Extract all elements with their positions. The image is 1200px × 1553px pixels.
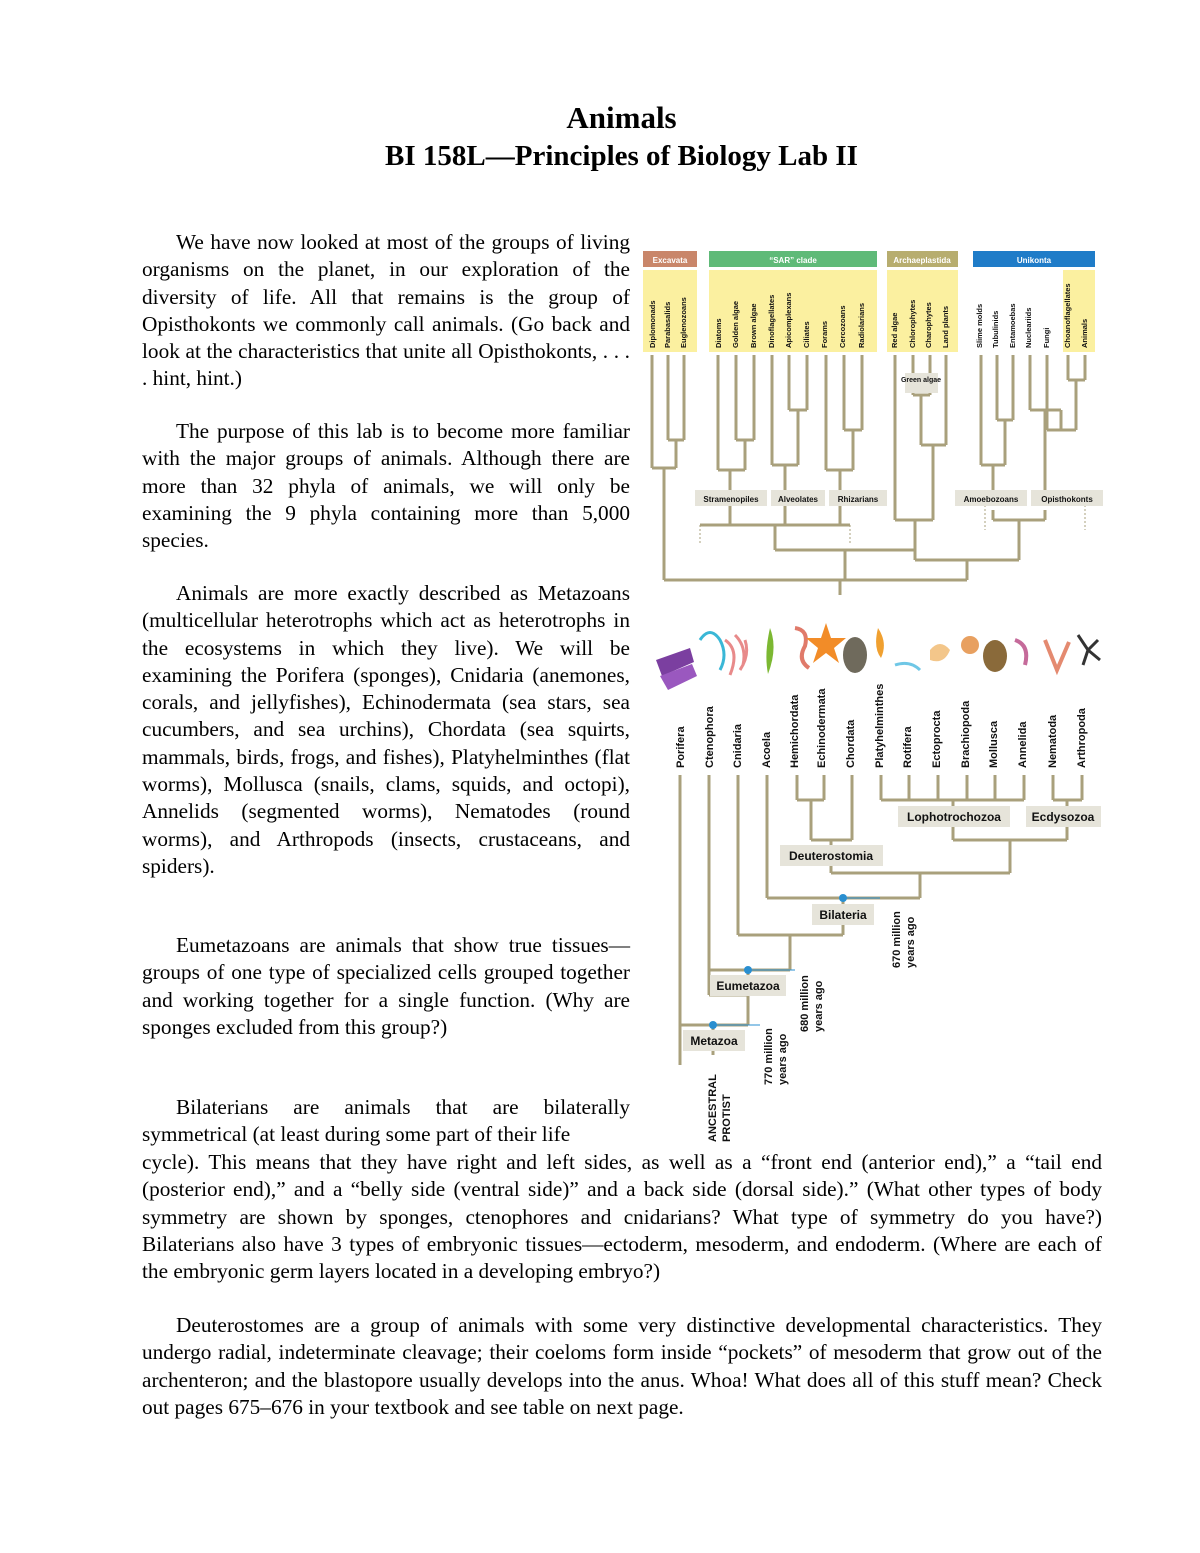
paragraph-purpose: The purpose of this lab is to become more familiar with the major groups of animals. Although there are more than 32 phyla of animals, we will only be examining the 9 phyla containing more than 5,000 species.	[142, 419, 630, 553]
phylum-label: Platyhelminthes	[874, 683, 886, 768]
taxon-label: Brown algae	[749, 303, 758, 348]
taxon-label: Diatoms	[714, 318, 723, 348]
taxon-label: Golden algae	[731, 300, 740, 348]
phylum-label: Hemichordata	[789, 694, 801, 768]
phylum-label: Annelida	[1017, 721, 1029, 768]
taxon-label: Tubulinids	[991, 310, 1000, 348]
animal-branches	[680, 775, 1082, 1065]
time-680-line2: years ago	[813, 980, 825, 1032]
jellyfish-icon	[725, 635, 747, 675]
taxon-label: Slime molds	[975, 303, 984, 348]
time-670-line1: 670 million	[891, 911, 903, 968]
animal-illustrations	[656, 623, 1100, 690]
annelid-icon	[1015, 640, 1026, 665]
time-670-line2: years ago	[905, 916, 917, 968]
taxon-label: Chlorophytes	[908, 299, 917, 348]
taxon-label: Fungi	[1042, 327, 1051, 348]
bilateria-label: Bilateria	[819, 908, 867, 922]
taxon-label: Choanoflagellates	[1063, 283, 1072, 348]
amoebozoans-label: Amoebozoans	[963, 495, 1019, 504]
taxon-label: Radiolarians	[857, 302, 866, 348]
sea-star-icon	[806, 623, 846, 663]
lancelet-icon	[843, 637, 867, 673]
phylum-label: Acoela	[761, 731, 773, 768]
taxon-label: Forams	[820, 320, 829, 348]
time-770-line2: years ago	[777, 1033, 789, 1085]
paragraph-bilaterians-cont: cycle). This means that they have right and left sides, as well as a “front end (anterior end),” a “tail end (posterior end),” and a “belly side (ventral side)” and a back side (dorsal side).” (What other types of body symmetry are shown by sponges, ctenophores and cnidarians? What type of symmetry do you have?) Bilaterians also have 3 types of embryonic tissues—ectoderm, mesoderm, and endoderm. (Where are each of the embryonic germ layers located in a developing embryo?)	[142, 1150, 1102, 1284]
phylum-label: Cnidaria	[732, 723, 744, 768]
taxon-label: Parabasalids	[663, 301, 672, 348]
comb-jelly-icon	[700, 633, 724, 671]
acorn-worm-icon	[795, 628, 809, 668]
page-title: Animals	[566, 100, 677, 135]
animal-tree	[675, 684, 1101, 1142]
phylum-label: Ectoprocta	[931, 710, 943, 768]
nematode-icon	[1045, 640, 1069, 670]
metazoa-label: Metazoa	[690, 1034, 738, 1048]
eukaryote-tree	[643, 251, 1103, 595]
time-680-line1: 680 million	[799, 975, 811, 1032]
unikonta-label: Unikonta	[1016, 256, 1052, 265]
taxon-label: Animals	[1080, 318, 1089, 348]
green-algae-label: Green algae	[900, 377, 942, 384]
phylum-label: Nematoda	[1047, 714, 1059, 768]
taxon-label: Entamoebas	[1008, 303, 1017, 348]
phylum-label: Rotifera	[902, 726, 914, 768]
eukaryote-branches	[652, 355, 1085, 595]
paragraph-eumetazoans: Eumetazoans are animals that show true tissues—groups of one type of specialized cells grouped together and working together for a single function. (Why are sponges excluded from this group?)	[142, 933, 630, 1039]
phylum-label: Chordata	[845, 719, 857, 768]
lophotrochozoa-label: Lophotrochozoa	[907, 810, 1001, 824]
taxon-label: Euglenozoans	[679, 297, 688, 348]
taxon-label: Ciliates	[802, 321, 811, 348]
alveolates-label: Alveolates	[777, 495, 819, 504]
stramenopiles-label: Stramenopiles	[703, 495, 759, 504]
excavata-label: Excavata	[652, 256, 688, 265]
root-label-line2: PROTIST	[721, 1094, 733, 1142]
taxon-label: Red algae	[890, 312, 899, 348]
acoel-worm-icon	[766, 628, 773, 674]
snail-icon	[983, 640, 1007, 672]
ecdysozoa-label: Ecdysozoa	[1031, 810, 1095, 824]
time-770-line1: 770 million	[763, 1028, 775, 1085]
taxon-label: Nucleariids	[1024, 307, 1033, 348]
bryozoan-icon	[930, 644, 950, 661]
paragraph-metazoans: Animals are more exactly described as Metazoans (multicellular heterotrophs which act as heterotrophs in the ecosystems in which they live). We will be examining the Porifera (sponges), Cnidaria (anemones, corals, and jellyfishes), Echinodermata (sea stars, sea cucumbers, and sea urchins), Chordata (sea squirts, mammals, birds, frogs, and fishes), Platyhelminthes (flat worms), Mollusca (snails, clams, squids, and octopi), Annelids (segmented worms), Nematodes (round worms), and Arthropods (insects, crustaceans, and spiders).	[142, 581, 630, 878]
phylum-label: Brachiopoda	[960, 700, 972, 768]
paragraph-deuterostomes: Deuterostomes are a group of animals with some very distinctive developmental characteristics. They undergo radial, indeterminate cleavage; their coeloms form inside “pockets” of mesoderm that grow out of the archenteron; and the blastopore usually develops into the anus. Whoa! What does all of this stuff mean? Check out pages 675–676 in your textbook and see table on next page.	[142, 1313, 1102, 1419]
opisthokonts-label: Opisthokonts	[1041, 495, 1093, 504]
rotifer-icon	[895, 663, 920, 670]
sar-label: “SAR” clade	[769, 256, 817, 265]
brachiopod-icon	[961, 636, 979, 654]
rhizarians-label: Rhizarians	[837, 495, 879, 504]
phylum-label: Mollusca	[988, 720, 1000, 768]
flatworm-icon	[876, 628, 884, 658]
root-label-line1: ANCESTRAL	[707, 1074, 719, 1142]
phylum-label: Arthropoda	[1076, 708, 1088, 768]
sponge-icon	[656, 648, 697, 690]
taxon-label: Dinoflagellates	[767, 294, 776, 348]
phylum-label: Ctenophora	[704, 706, 716, 768]
taxon-label: Diplomonads	[648, 300, 657, 348]
paragraph-intro: We have now looked at most of the groups of living organisms on the planet, in our exploration of the diversity of life. All that remains is the group of Opisthokonts we commonly call animals. (Go back and look at the characteristics that unite all Opisthokonts, . . . . hint, hint.)	[142, 230, 630, 391]
phylum-label: Porifera	[675, 726, 687, 768]
taxon-label: Land plants	[941, 305, 950, 348]
course-subtitle: BI 158L—Principles of Biology Lab II	[385, 140, 858, 172]
phylum-label: Echinodermata	[816, 688, 828, 768]
deuterostomia-label: Deuterostomia	[788, 849, 874, 863]
taxon-label: Cercozoans	[838, 305, 847, 348]
eumetazoa-label: Eumetazoa	[716, 979, 780, 993]
taxon-label: Apicomplexans	[784, 292, 793, 348]
taxon-label: Charophytes	[924, 302, 933, 348]
paragraph-bilaterians-start: Bilaterians are animals that are bilaterally symmetrical (at least during some part of their life	[142, 1095, 630, 1147]
archaeplastida-label: Archaeplastida	[893, 256, 951, 265]
arthropod-icon	[1078, 635, 1100, 665]
